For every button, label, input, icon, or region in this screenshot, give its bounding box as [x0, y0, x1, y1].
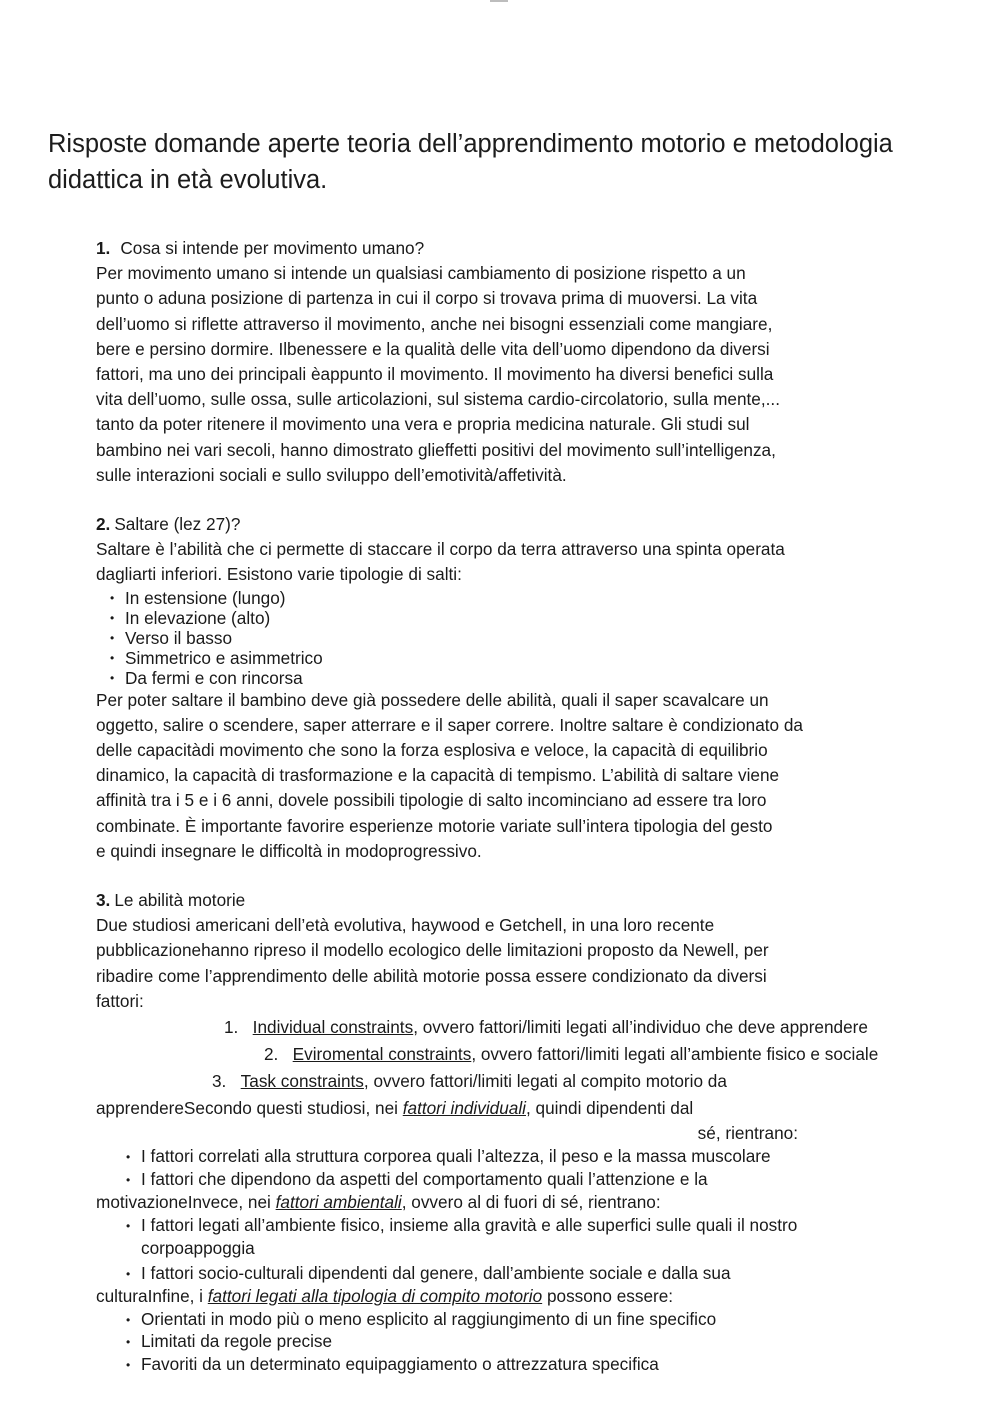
question-1 [96, 236, 976, 488]
constraint-desc: , ovvero fattori/limiti legati al compito motorio da [363, 1071, 727, 1092]
question-text: Saltare (lez 27)? [114, 514, 241, 535]
answer-line: fattori, ma uno dei principali èappunto il movimento. Il movimento ha diversi benefici sulla [96, 364, 774, 385]
text-run: motivazioneInvece, nei [96, 1192, 276, 1213]
constraint-term: Task constraints [240, 1071, 364, 1092]
question-2 [96, 512, 976, 864]
item-number: 2. [264, 1044, 279, 1065]
answer-line: dinamico, la capacità di trasformazione e la capacità di tempismo. L’abilità di saltare viene [96, 765, 780, 786]
question-3-heading [96, 888, 976, 913]
answer-line: Due studiosi americani dell’età evolutiva, haywood e Getchell, in una loro recente [96, 915, 715, 936]
answer-line: punto o aduna posizione di partenza in cui il corpo si trovava prima di muoversi. La vita [96, 288, 758, 309]
jump-types-list [96, 588, 976, 688]
answer-line: Per poter saltare il bambino deve già possedere delle abilità, quali il saper scavalcare un [96, 689, 769, 710]
question-number: 1. [96, 238, 111, 258]
text-run: corpoappoggia [141, 1238, 255, 1259]
answer-line: sé, rientrano: [697, 1123, 798, 1144]
list-item: • Verso il basso [96, 628, 976, 648]
constraints-list [96, 1014, 976, 1095]
answer-line [96, 1285, 976, 1308]
answer-line: combinate. È importante favorire esperienze motorie variate sull’intera tipologia del gesto [96, 815, 773, 836]
question-2-heading [96, 512, 976, 537]
list-item [96, 1214, 976, 1260]
question-text: Cosa si intende per movimento umano? [120, 238, 425, 258]
constraint-term: Individual constraints [252, 1017, 414, 1038]
item-number: 3. [212, 1071, 227, 1092]
answer-line: dagliarti inferiori. Esistono varie tipologie di salti: [96, 564, 462, 585]
answer-line: affinità tra i 5 e i 6 anni, dovele possibili tipologie di salto incominciano ad essere tra loro [96, 790, 767, 811]
constraint-desc: , ovvero fattori/limiti legati all’individuo che deve apprendere [413, 1017, 868, 1038]
text-run: , ovvero al di fuori di sé, rientrano: [401, 1192, 661, 1213]
answer-line: Per movimento umano si intende un qualsiasi cambiamento di posizione rispetto a un [96, 263, 746, 284]
answer-line: delle capacitàdi movimento che sono la forza esplosiva e veloce, la capacità di equilibrio [96, 740, 768, 761]
environmental-factors-list [96, 1214, 976, 1285]
question-number: 2. [96, 514, 111, 535]
answer-line [96, 1095, 976, 1122]
text-run: possono essere: [542, 1286, 674, 1307]
header-mark [490, 0, 508, 2]
question-number: 3. [96, 890, 111, 911]
text-run: culturaInfine, i [96, 1286, 208, 1307]
document-title: Risposte domande aperte teoria dell’apprendimento motorio e metodologia didattica in età evolutiva. [48, 130, 893, 194]
list-item: • Limitati da regole precise [96, 1330, 976, 1352]
list-item: • Da fermi e con rincorsa [96, 668, 976, 688]
emphasized-term: fattori legati alla tipologia di compito motorio [207, 1286, 543, 1307]
list-item: • Orientati in modo più o meno esplicito al raggiungimento di un fine specifico [96, 1308, 976, 1330]
answer-line: sulle interazioni sociali e sullo sviluppo dell’emotività/affetività. [96, 464, 567, 485]
list-item: • I fattori socio-culturali dipendenti dal genere, dall’ambiente sociale e dalla sua [96, 1262, 976, 1285]
answer-line: dell’uomo si riflette attraverso il movimento, anche nei bisogni essenziali come mangiare, [96, 313, 773, 334]
individual-factors-list [96, 1145, 976, 1191]
answer-line: bere e persino dormire. Ilbenessere e la qualità delle vita dell’uomo dipendono da diversi [96, 338, 770, 359]
list-item: • Favoriti da un determinato equipaggiamento o attrezzatura specifica [96, 1352, 976, 1376]
answer-line: pubblicazionehanno ripreso il modello ecologico delle limitazioni proposto da Newell, per [96, 940, 769, 961]
answer-line [96, 1191, 976, 1214]
answer-line: bambino nei vari secoli, hanno dimostrato glieffetti positivi del movimento sull’intelligenza, [96, 439, 776, 460]
document-body [96, 236, 976, 1376]
question-1-heading [96, 236, 976, 261]
item-number: 1. [224, 1017, 239, 1038]
list-item: • In estensione (lungo) [96, 588, 976, 608]
answer-line: Saltare è l’abilità che ci permette di staccare il corpo da terra attraverso una spinta operata [96, 539, 785, 560]
constraint-item [96, 1041, 976, 1068]
question-3 [96, 888, 976, 1376]
list-item: • In elevazione (alto) [96, 608, 976, 628]
text-run: apprendereSecondo questi studiosi, nei [96, 1098, 403, 1119]
constraint-term: Eviromental constraints [292, 1044, 472, 1065]
text-run: I fattori legati all’ambiente fisico, insieme alla gravità e alle superfici sulle quali il nostro [141, 1215, 798, 1236]
answer-line: tanto da poter ritenere il movimento una vera e propria medicina naturale. Gli studi sul [96, 414, 750, 435]
emphasized-term: fattori individuali [402, 1098, 526, 1119]
list-item: • I fattori che dipendono da aspetti del comportamento quali l’attenzione e la [96, 1168, 976, 1191]
question-text: Le abilità motorie [114, 890, 246, 911]
emphasized-term: fattori ambientali [275, 1192, 402, 1213]
constraint-item [96, 1068, 976, 1095]
answer-line: ribadire come l’apprendimento delle abilità motorie possa essere condizionato da diversi [96, 965, 767, 986]
constraint-desc: , ovvero fattori/limiti legati all’ambiente fisico e sociale [471, 1044, 879, 1065]
task-factors-list [96, 1308, 976, 1376]
list-item: • Simmetrico e asimmetrico [96, 648, 976, 668]
answer-line: fattori: [96, 990, 144, 1011]
list-item: • I fattori correlati alla struttura corporea quali l’altezza, il peso e la massa muscolare [96, 1145, 976, 1168]
text-run: , quindi dipendenti dal [525, 1098, 694, 1119]
answer-line: vita dell’uomo, sulle ossa, sulle articolazioni, sul sistema cardio-circolatorio, sulla mente,... [96, 389, 780, 410]
constraint-item [96, 1014, 976, 1041]
answer-line: e quindi insegnare le difficoltà in modoprogressivo. [96, 840, 482, 861]
answer-line: oggetto, salire o scendere, saper atterrare e il saper correre. Inoltre saltare è condizionato da [96, 714, 803, 735]
